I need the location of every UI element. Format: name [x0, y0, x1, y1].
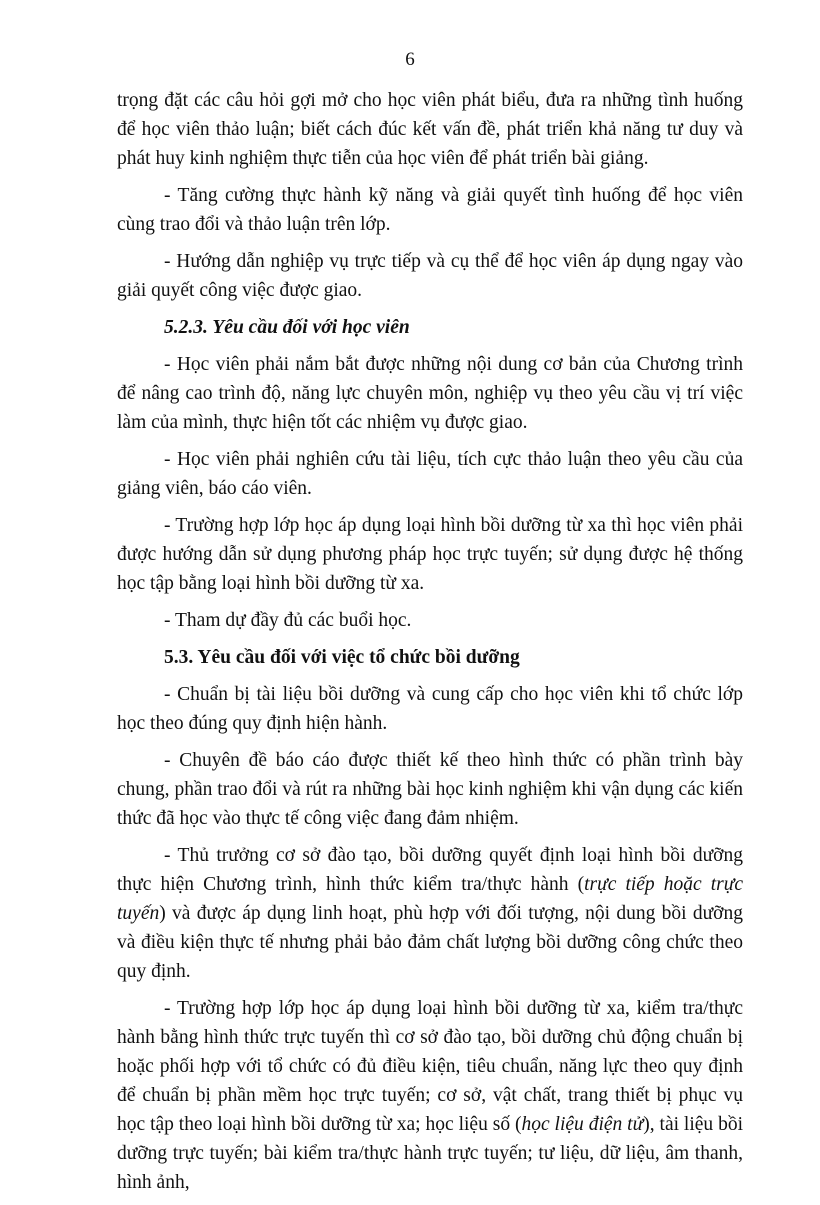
- section-heading-organization-requirements: 5.3. Yêu cầu đối với việc tổ chức bồi dưỡng: [164, 647, 520, 668]
- document-body: [117, 86, 743, 1205]
- paragraph-head-decision-italic: trực tiếp hoặc trực tuyến: [117, 874, 743, 924]
- paragraph-learner-attendance: - Tham dự đầy đủ các buổi học.: [164, 610, 412, 631]
- paragraph-remote-organization-part1: - Trường hợp lớp học áp dụng loại hình bồi dưỡng từ xa, kiểm tra/thực hành bằng hình thức trực tuyến thì cơ sở đào tạo, bồi dưỡng chủ động chuẩn bị hoặc phối hợp với tổ chức có đủ điều kiện, tiêu chuẩn, năng lực theo quy định để chuẩn bị phần mềm học trực tuyến; cơ sở, vật chất, trang thiết bị phục vụ học tập theo loại hình bồi dưỡng từ xa; học liệu số (: [117, 998, 743, 1135]
- page-number: 6: [405, 49, 415, 70]
- paragraph-prepare-materials: - Chuẩn bị tài liệu bồi dưỡng và cung cấp cho học viên khi tổ chức lớp học theo đúng quy định hiện hành.: [117, 684, 743, 734]
- paragraph-continued: trọng đặt các câu hỏi gợi mở cho học viên phát biểu, đưa ra những tình huống để học viên thảo luận; biết cách đúc kết vấn đề, phát triển khả năng tư duy và phát huy kinh nghiệm thực tiễn của học viên để phát triển bài giảng.: [117, 90, 743, 169]
- section-heading-learner-requirements: 5.2.3. Yêu cầu đối với học viên: [164, 317, 410, 338]
- paragraph-learner-remote: - Trường hợp lớp học áp dụng loại hình bồi dưỡng từ xa thì học viên phải được hướng dẫn sử dụng phương pháp học trực tuyến; sử dụng được hệ thống học tập bằng loại hình bồi dưỡng từ xa.: [117, 515, 743, 594]
- paragraph-practice-skills: - Tăng cường thực hành kỹ năng và giải quyết tình huống để học viên cùng trao đổi và thảo luận trên lớp.: [117, 185, 743, 235]
- paragraph-topic-design: - Chuyên đề báo cáo được thiết kế theo hình thức có phần trình bày chung, phần trao đổi và rút ra những bài học kinh nghiệm khi vận dụng các kiến thức đã học vào thực tế công việc đang đảm nhiệm.: [117, 750, 743, 829]
- paragraph-head-decision-part1: - Thủ trưởng cơ sở đào tạo, bồi dưỡng quyết định loại hình bồi dưỡng thực hiện Chương trình, hình thức kiểm tra/thực hành (: [117, 845, 743, 895]
- paragraph-direct-guidance: - Hướng dẫn nghiệp vụ trực tiếp và cụ thể để học viên áp dụng ngay vào giải quyết công việc được giao.: [117, 251, 743, 301]
- paragraph-remote-organization-part2: ), tài liệu bồi dưỡng trực tuyến; bài kiểm tra/thực hành trực tuyến; tư liệu, dữ liệu, âm thanh, hình ảnh,: [117, 1114, 743, 1193]
- paragraph-learner-content: - Học viên phải nắm bắt được những nội dung cơ bản của Chương trình để nâng cao trình độ, năng lực chuyên môn, nghiệp vụ theo yêu cầu vị trí việc làm của mình, thực hiện tốt các nhiệm vụ được giao.: [117, 354, 743, 433]
- paragraph-head-decision: [117, 841, 743, 986]
- paragraph-remote-organization-italic: học liệu điện tử: [521, 1114, 644, 1135]
- paragraph-head-decision-part2: ) và được áp dụng linh hoạt, phù hợp với đối tượng, nội dung bồi dưỡng và điều kiện thực tế nhưng phải bảo đảm chất lượng bồi dưỡng công chức theo quy định.: [117, 903, 743, 982]
- paragraph-learner-research: - Học viên phải nghiên cứu tài liệu, tích cực thảo luận theo yêu cầu của giảng viên, báo cáo viên.: [117, 449, 743, 499]
- paragraph-remote-organization: [117, 994, 743, 1197]
